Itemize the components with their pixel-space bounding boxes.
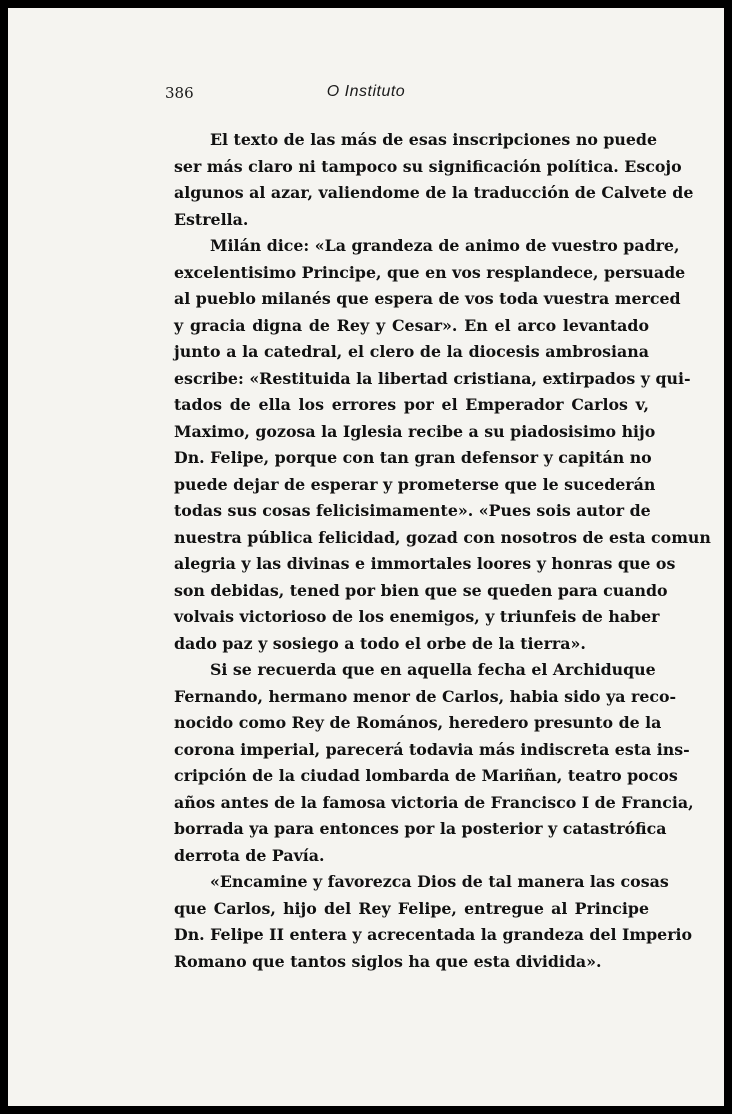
text-line: Estrella.	[174, 209, 249, 229]
text-line: derrota de Pavía.	[174, 845, 325, 865]
text-line: algunos al azar, valiendome de la traducción de Calvete de	[174, 183, 694, 202]
text-line: alegria y las divinas e immortales loores y honras que os	[174, 554, 676, 573]
paragraph-2	[174, 233, 711, 657]
text-line: al pueblo milanés que espera de vos toda vuestra merced	[174, 289, 681, 308]
text-line: dado paz y sosiego a todo el orbe de la tierra».	[174, 633, 586, 653]
text-line: Romano que tantos siglos ha que esta dividida».	[174, 951, 602, 971]
text-line: puede dejar de esperar y prometerse que le sucederán	[174, 474, 656, 494]
text-line: junto a la catedral, el clero de la diocesis ambrosiana	[174, 342, 649, 361]
text-line: corona imperial, parecerá todavia más indiscreta esta ins-	[174, 739, 690, 759]
text-line: volvais victorioso de los enemigos, y triunfeis de haber	[174, 607, 660, 626]
text-line: Fernando, hermano menor de Carlos, habia sido ya reco-	[174, 686, 677, 706]
running-title: O Instituto	[326, 83, 406, 100]
text-line: nocido como Rey de Romános, heredero presunto de la	[174, 713, 662, 732]
text-line: escribe: «Restituida la libertad cristiana, extirpados y qui-	[174, 368, 691, 388]
text-line: Si se recuerda que en aquella fecha el Archiduque	[210, 660, 656, 679]
text-line: Maximo, gozosa la Iglesia recibe a su piadosisimo hijo	[174, 421, 656, 441]
text-line: tados de ella los errores por el Emperador Carlos v,	[174, 395, 649, 414]
paragraph-3	[174, 657, 694, 869]
text-line: Milán dice: «La grandeza de animo de vuestro padre,	[210, 236, 680, 255]
text-line: «Encamine y favorezca Dios de tal manera las cosas	[210, 872, 669, 891]
text-line: Dn. Felipe, porque con tan gran defensor y capitán no	[174, 448, 652, 467]
text-line: que Carlos, hijo del Rey Felipe, entregue al Principe	[174, 898, 649, 918]
text-line: y gracia digna de Rey y Cesar». En el arco levantado	[174, 315, 649, 335]
text-line: nuestra pública felicidad, gozad con nosotros de esta comun	[174, 527, 711, 547]
paragraph-4	[174, 869, 693, 975]
text-line: años antes de la famosa victoria de Francisco I de Francia,	[174, 792, 694, 812]
text-line: cripción de la ciudad lombarda de Mariñan, teatro pocos	[174, 766, 678, 785]
paragraph-1	[174, 127, 694, 233]
book-page	[8, 8, 724, 1106]
text-line: todas sus cosas felicisimamente». «Pues sois autor de	[174, 501, 651, 520]
body-text	[174, 127, 711, 975]
text-line: borrada ya para entonces por la posterior y catastrófica	[174, 819, 667, 838]
text-line: son debidas, tened por bien que se queden para cuando	[174, 580, 668, 600]
page-number: 386	[165, 84, 194, 102]
text-line: El texto de las más de esas inscripciones no puede	[210, 130, 658, 149]
text-line: ser más claro ni tampoco su significación política. Escojo	[174, 156, 682, 176]
text-line: Dn. Felipe II entera y acrecentada la grandeza del Imperio	[174, 925, 693, 944]
text-line: excelentisimo Principe, que en vos resplandece, persuade	[174, 262, 686, 282]
